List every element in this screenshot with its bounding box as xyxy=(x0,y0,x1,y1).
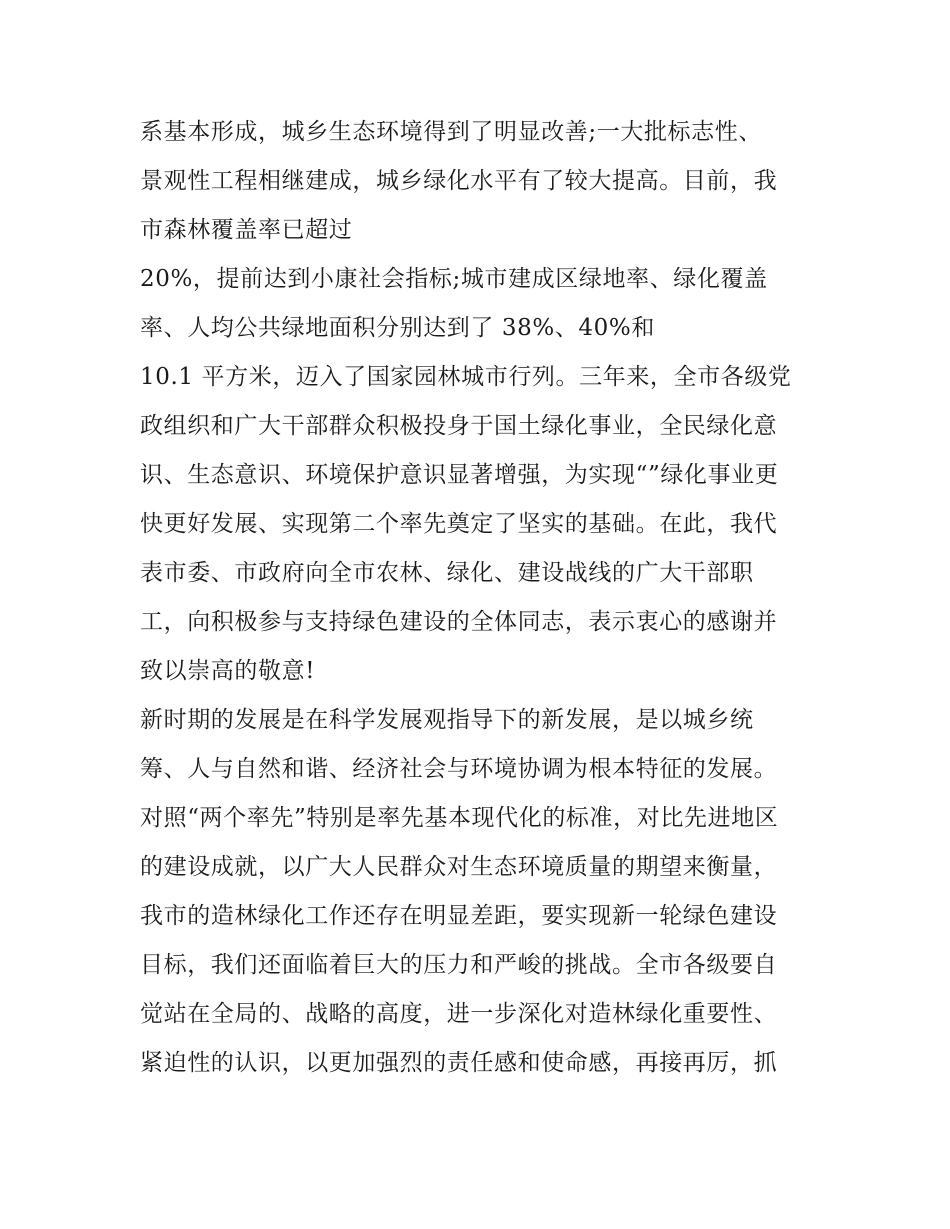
text-line: 识、生态意识、环境保护意识显著增强，为实现“”绿化事业更 xyxy=(140,462,779,488)
text-line: 新时期的发展是在科学发展观指导下的新发展，是以城乡统 xyxy=(140,707,754,733)
text-line: 致以崇高的敬意! xyxy=(140,658,316,684)
text-line: 目标，我们还面临着巨大的压力和严峻的挑战。全市各级要自 xyxy=(140,952,778,978)
text-line: 20%，提前达到小康社会指标;城市建成区绿地率、绿化覆盖 xyxy=(140,266,768,292)
text-line: 景观性工程相继建成，城乡绿化水平有了较大提高。目前，我 xyxy=(140,168,778,194)
text-line: 系基本形成，城乡生态环境得到了明显改善;一大批标志性、 xyxy=(140,119,762,145)
text-line: 快更好发展、实现第二个率先奠定了坚实的基础。在此，我代 xyxy=(140,511,778,537)
text-line: 紧迫性的认识，以更加强烈的责任感和使命感，再接再厉，抓 xyxy=(140,1050,778,1076)
text-line: 的建设成就，以广大人民群众对生态环境质量的期望来衡量， xyxy=(140,854,778,880)
text-line: 10.1 平方米，迈入了国家园林城市行列。三年来，全市各级党 xyxy=(140,364,792,390)
text-line: 觉站在全局的、战略的高度，进一步深化对造林绿化重要性、 xyxy=(140,1001,778,1027)
text-line: 率、人均公共绿地面积分别达到了 38%、40%和 xyxy=(140,315,655,341)
text-line: 工，向积极参与支持绿色建设的全体同志，表示衷心的感谢并 xyxy=(140,609,778,635)
text-line: 市森林覆盖率已超过 xyxy=(140,217,353,243)
text-line: 筹、人与自然和谐、经济社会与环境协调为根本特征的发展。 xyxy=(140,756,778,782)
text-line: 表市委、市政府向全市农林、绿化、建设战线的广大干部职 xyxy=(140,560,754,586)
text-line: 对照“两个率先”特别是率先基本现代化的标准，对比先进地区 xyxy=(140,805,779,831)
text-line: 政组织和广大干部群众积极投身于国土绿化事业，全民绿化意 xyxy=(140,413,778,439)
body-text xyxy=(140,108,830,1088)
text-line: 我市的造林绿化工作还存在明显差距，要实现新一轮绿色建设 xyxy=(140,903,778,929)
